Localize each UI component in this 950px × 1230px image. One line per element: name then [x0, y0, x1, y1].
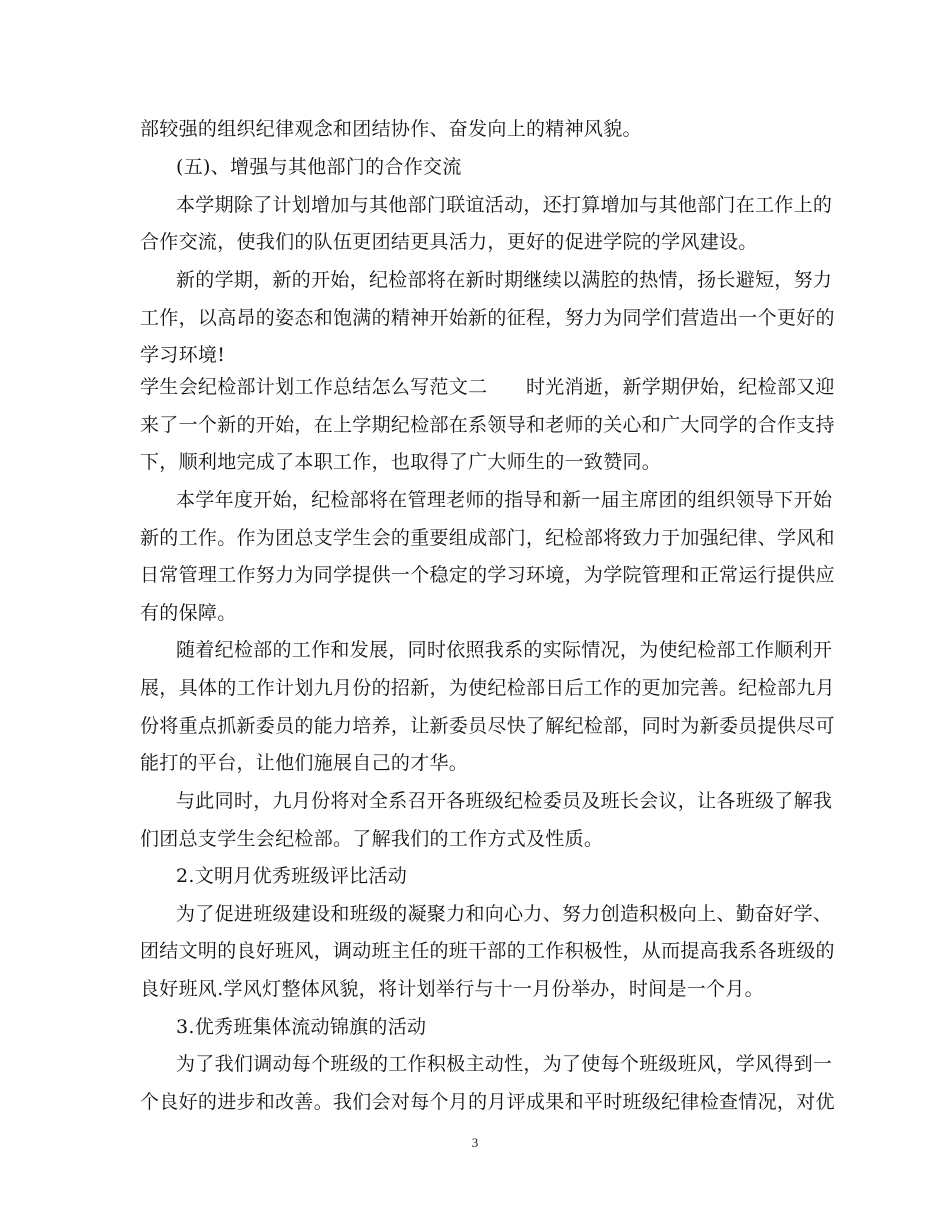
- text-line: 份将重点抓新委员的能力培养，让新委员尽快了解纪检部，同时为新委员提供尽可: [140, 715, 835, 737]
- text-line: 新的学期，新的开始，纪检部将在新时期继续以满腔的热情，扬长避短，努力: [176, 269, 833, 291]
- section-heading: 3.优秀班集体流动锦旗的活动: [176, 1016, 427, 1038]
- text-line: 合作交流，使我们的队伍更团结更具活力，更好的促进学院的学风建设。: [140, 231, 758, 253]
- section-heading: 2.文明月优秀班级评比活动: [176, 865, 408, 887]
- text-line: 本学期除了计划增加与其他部门联谊活动，还打算增加与其他部门在工作上的: [176, 194, 833, 216]
- page-number: 3: [471, 1135, 479, 1150]
- text-line: 们团总支学生会纪检部。了解我们的工作方式及性质。: [140, 828, 604, 850]
- text-line: 随着纪检部的工作和发展，同时依照我系的实际情况，为使纪检部工作顺利开: [176, 639, 833, 661]
- text-line: 新的工作。作为团总支学生会的重要组成部门，纪检部将致力于加强纪律、学风和: [140, 527, 835, 549]
- text-line: 团结文明的良好班风，调动班主任的班干部的工作积极性，从而提高我系各班级的: [140, 940, 835, 962]
- text-line: 部较强的组织纪律观念和团结协作、奋发向上的精神风貌。: [140, 118, 642, 140]
- text-line: 学生会纪检部计划工作总结怎么写范文二 时光消逝，新学期伊始，纪检部又迎: [140, 376, 835, 398]
- text-line: 本学年度开始，纪检部将在管理老师的指导和新一届主席团的组织领导下开始: [176, 489, 833, 511]
- text-line: 有的保障。: [140, 602, 237, 624]
- text-line: 来了一个新的开始，在上学期纪检部在系领导和老师的关心和广大同学的合作支持: [140, 414, 835, 436]
- text-line: 为了促进班级建设和班级的凝聚力和向心力、努力创造积极向上、勤奋好学、: [176, 903, 833, 925]
- text-line: 日常管理工作努力为同学提供一个稳定的学习环境，为学院管理和正常运行提供应: [140, 564, 835, 586]
- section-heading: (五)、增强与其他部门的合作交流: [176, 156, 462, 178]
- text-line: 学习环境!: [140, 344, 226, 366]
- text-line: 下，顺利地完成了本职工作，也取得了广大师生的一致赞同。: [140, 451, 662, 473]
- text-line: 良好班风.学风灯整体风貌，将计划举行与十一月份举办，时间是一个月。: [140, 978, 764, 1000]
- text-line: 为了我们调动每个班级的工作积极主动性，为了使每个班级班风，学风得到一: [176, 1053, 833, 1075]
- text-line: 能打的平台，让他们施展自己的才华。: [140, 752, 469, 774]
- text-line: 与此同时，九月份将对全系召开各班级纪检委员及班长会议，让各班级了解我: [176, 790, 833, 812]
- text-line: 个良好的进步和改善。我们会对每个月的月评成果和平时班级纪律检查情况，对优: [140, 1091, 835, 1113]
- text-line: 工作，以高昂的姿态和饱满的精神开始新的征程，努力为同学们营造出一个更好的: [140, 307, 835, 329]
- text-line: 展，具体的工作计划九月份的招新，为使纪检部日后工作的更加完善。纪检部九月: [140, 677, 835, 699]
